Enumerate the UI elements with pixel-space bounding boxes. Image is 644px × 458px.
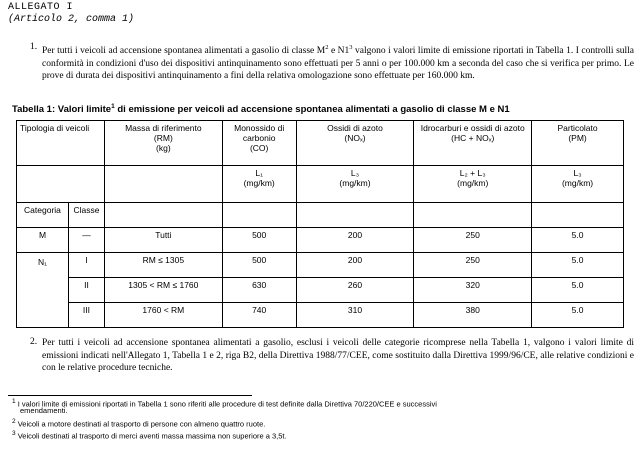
emission-limits-table xyxy=(16,120,624,328)
footnote-ref-2: 2 xyxy=(325,44,329,51)
articolo-reference: (Articolo 2, comma 1) xyxy=(8,14,135,25)
subheader-empty-2 xyxy=(222,203,296,228)
cell-hc-nox: 380 xyxy=(414,303,532,328)
allegato-heading: ALLEGATO I xyxy=(8,2,74,13)
subheader-empty-3 xyxy=(296,203,414,228)
footnote-1-continuation: emendamenti. xyxy=(20,406,68,415)
subheader-empty-4 xyxy=(414,203,532,228)
cell-pm: 5.0 xyxy=(532,278,624,303)
paragraph-1 xyxy=(42,42,634,83)
cell-co: 500 xyxy=(222,253,296,278)
paragraph-1-text-b: e N1 xyxy=(328,46,350,57)
header-hc-nox: Idrocarburi e ossidi di azoto (HC + NOₓ) xyxy=(414,121,532,166)
header-tipologia: Tipologia di veicoli xyxy=(17,121,105,166)
header-co: Monossido di carbonio (CO) xyxy=(222,121,296,166)
table-subheader-row xyxy=(17,203,624,228)
cell-pm: 5.0 xyxy=(532,253,624,278)
table-row xyxy=(17,228,624,253)
header-nox: Ossidi di azoto (NOₓ) xyxy=(296,121,414,166)
units-hc-nox: L₂ + L₃ (mg/km) xyxy=(414,166,532,203)
cell-classe: II xyxy=(68,278,104,303)
table-caption-a: Tabella 1: Valori limite xyxy=(12,104,112,116)
header-categoria: Categoria xyxy=(17,203,69,228)
units-pm: L₃ (mg/km) xyxy=(532,166,624,203)
cell-nox: 200 xyxy=(296,228,414,253)
footnote-1: $^1$ I valori limite di emissioni riportati in Tabella 1 sono riferiti alle procedure di test definite dalla Direttiva 70/220/CEE e successivi xyxy=(12,398,437,409)
cell-hc-nox: 250 xyxy=(414,253,532,278)
paragraph-2: Per tutti i veicoli ad accensione spontanea alimentati a gasolio, esclusi i veicoli delle categorie ricomprese nella Tabella 1, valgono i valori limite di emissioni indicati nell'Allegato 1, Tabella 1 e 2, riga B2, della Direttiva 1988/77/CEE, come sostituito dalla Direttiva 1999/96/CE, alle relative condizioni e con le relative procedure tecniche. xyxy=(42,338,634,373)
table-row xyxy=(17,278,624,303)
cell-pm: 5.0 xyxy=(532,303,624,328)
units-empty-1 xyxy=(17,166,105,203)
cell-co: 500 xyxy=(222,228,296,253)
cell-nox: 200 xyxy=(296,253,414,278)
footnote-ref-3: 3 xyxy=(349,44,353,51)
cell-nox: 260 xyxy=(296,278,414,303)
cell-categoria: N₁ xyxy=(17,253,69,328)
table-caption xyxy=(12,103,636,115)
header-classe: Classe xyxy=(68,203,104,228)
paragraph-1-text-a: Per tutti i veicoli ad accensione spontanea alimentati a gasolio di classe M xyxy=(42,46,326,57)
header-pm: Particolato (PM) xyxy=(532,121,624,166)
table-row xyxy=(17,253,624,278)
header-massa: Massa di riferimento (RM) (kg) xyxy=(104,121,222,166)
paragraph-2-number: 2. xyxy=(30,337,38,347)
cell-nox: 310 xyxy=(296,303,414,328)
cell-classe: I xyxy=(68,253,104,278)
cell-categoria: M xyxy=(17,228,69,253)
subheader-empty-1 xyxy=(104,203,222,228)
units-co: L₁ (mg/km) xyxy=(222,166,296,203)
table-row xyxy=(17,303,624,328)
table-caption-b: di emissione per veicoli ad accensione spontanea alimentati a gasolio di classe M e N1 xyxy=(114,104,510,116)
cell-pm: 5.0 xyxy=(532,228,624,253)
footnote-ref-1: 1 xyxy=(111,103,115,110)
table-units-row xyxy=(17,166,624,203)
paragraph-1-text-c: valgono i valori limite di emissione riportati in Tabella 1. I controlli sulla conformità in condizioni d'uso dei dispositivi antinquinamento sono effettuati per 5 anni o per 100.000 km a seconda del caso che si verifica per primo. Le prove di durata dei dispositivi antinquinamento a fini della relativa omologazione sono effettuate per 160.000 km. xyxy=(42,46,635,82)
cell-massa: 1760 < RM xyxy=(104,303,222,328)
subheader-empty-5 xyxy=(532,203,624,228)
cell-massa: Tutti xyxy=(104,228,222,253)
table-header-row xyxy=(17,121,624,166)
cell-co: 630 xyxy=(222,278,296,303)
units-empty-2 xyxy=(104,166,222,203)
cell-classe: — xyxy=(68,228,104,253)
paragraph-1-number: 1. xyxy=(30,42,38,52)
cell-massa: 1305 < RM ≤ 1760 xyxy=(104,278,222,303)
cell-hc-nox: 250 xyxy=(414,228,532,253)
footnote-divider xyxy=(8,395,252,396)
footnote-2: $^2$ Veicoli a motore destinati al trasporto di persone con almeno quattro ruote. xyxy=(12,418,266,429)
cell-classe: III xyxy=(68,303,104,328)
cell-massa: RM ≤ 1305 xyxy=(104,253,222,278)
footnote-3: $^3$ Veicoli destinati al trasporto di merci aventi massa massima non superiore a 3,5t. xyxy=(12,430,287,441)
units-nox: L₃ (mg/km) xyxy=(296,166,414,203)
cell-co: 740 xyxy=(222,303,296,328)
cell-hc-nox: 320 xyxy=(414,278,532,303)
